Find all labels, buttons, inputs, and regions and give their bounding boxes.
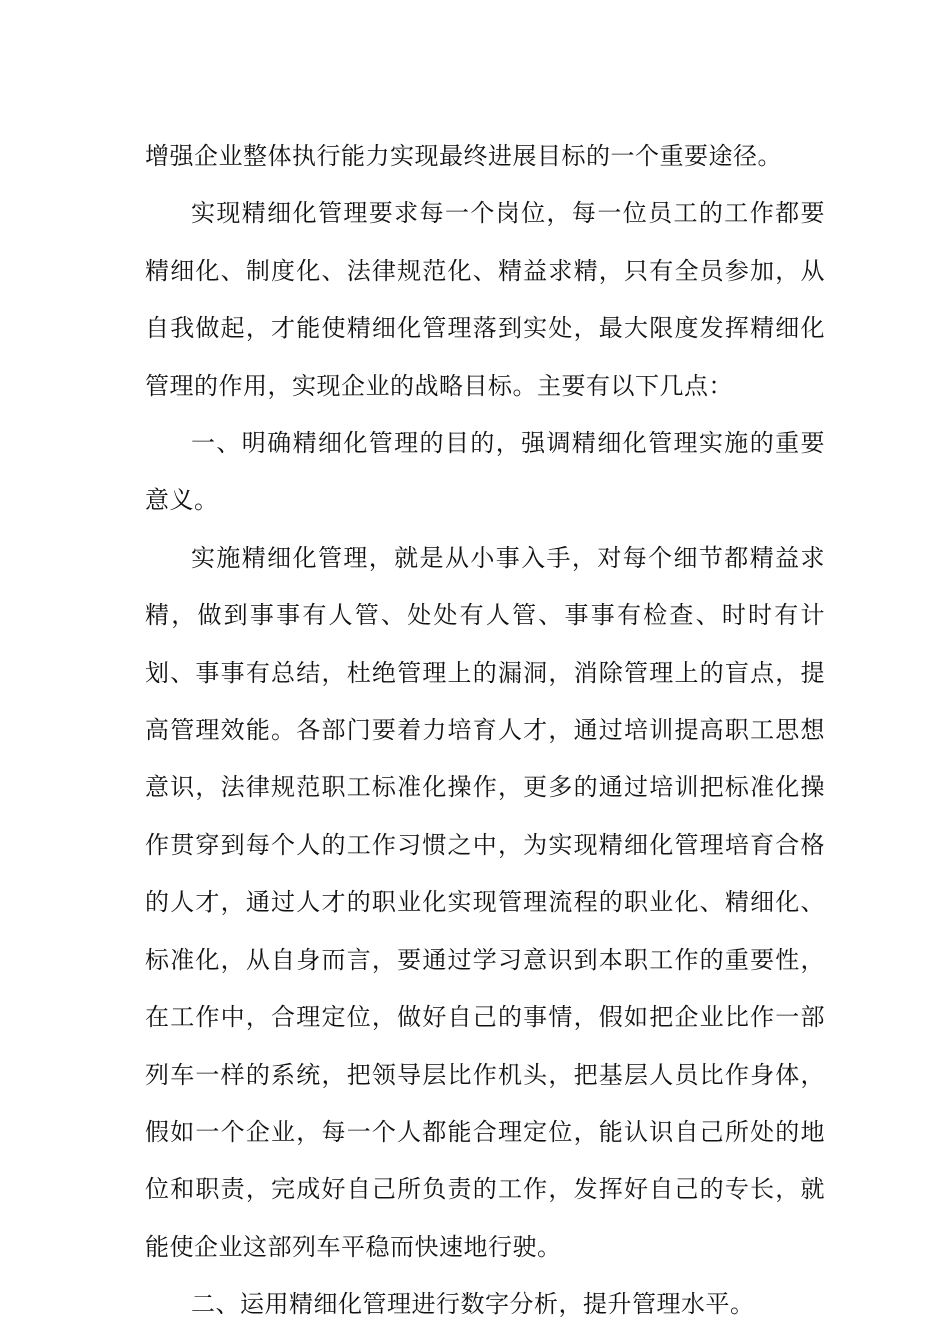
- paragraph-2: 实现精细化管理要求每一个岗位，每一位员工的工作都要精细化、制度化、法律规范化、精益求精，只有全员参加，从自我做起，才能使精细化管理落到实处，最大限度发挥精细化管理的作用，实现企业的战略目标。主要有以下几点：: [145, 199, 825, 400]
- paragraph-4: 实施精细化管理，就是从小事入手，对每个细节都精益求精，做到事事有人管、处处有人管、事事有检查、时时有计划、事事有总结，杜绝管理上的漏洞，消除管理上的盲点，提高管理效能。各部门要着力培育人才，通过培训提高职工思想意识，法律规范职工标准化操作，更多的通过培训把标准化操作贯穿到每个人的工作习惯之中，为实现精细化管理培育合格的人才，通过人才的职业化实现管理流程的职业化、精细化、标准化，从自身而言，要通过学习意识到本职工作的重要性，在工作中，合理定位，做好自己的事情，假如把企业比作一部列车一样的系统，把领导层比作机头，把基层人员比作身体，假如一个企业，每一个人都能合理定位，能认识自己所处的地位和职责，完成好自己所负责的工作，发挥好自己的专长，就能使企业这部列车平稳而快速地行驶。: [145, 543, 825, 1261]
- paragraph-5: 二、运用精细化管理进行数字分析，提升管理水平。: [191, 1290, 755, 1319]
- body-text: [145, 128, 825, 1334]
- paragraph-3: 一、明确精细化管理的目的，强调精细化管理实施的重要意义。: [145, 429, 825, 515]
- paragraph-1: 增强企业整体执行能力实现最终进展目标的一个重要途径。: [145, 142, 782, 170]
